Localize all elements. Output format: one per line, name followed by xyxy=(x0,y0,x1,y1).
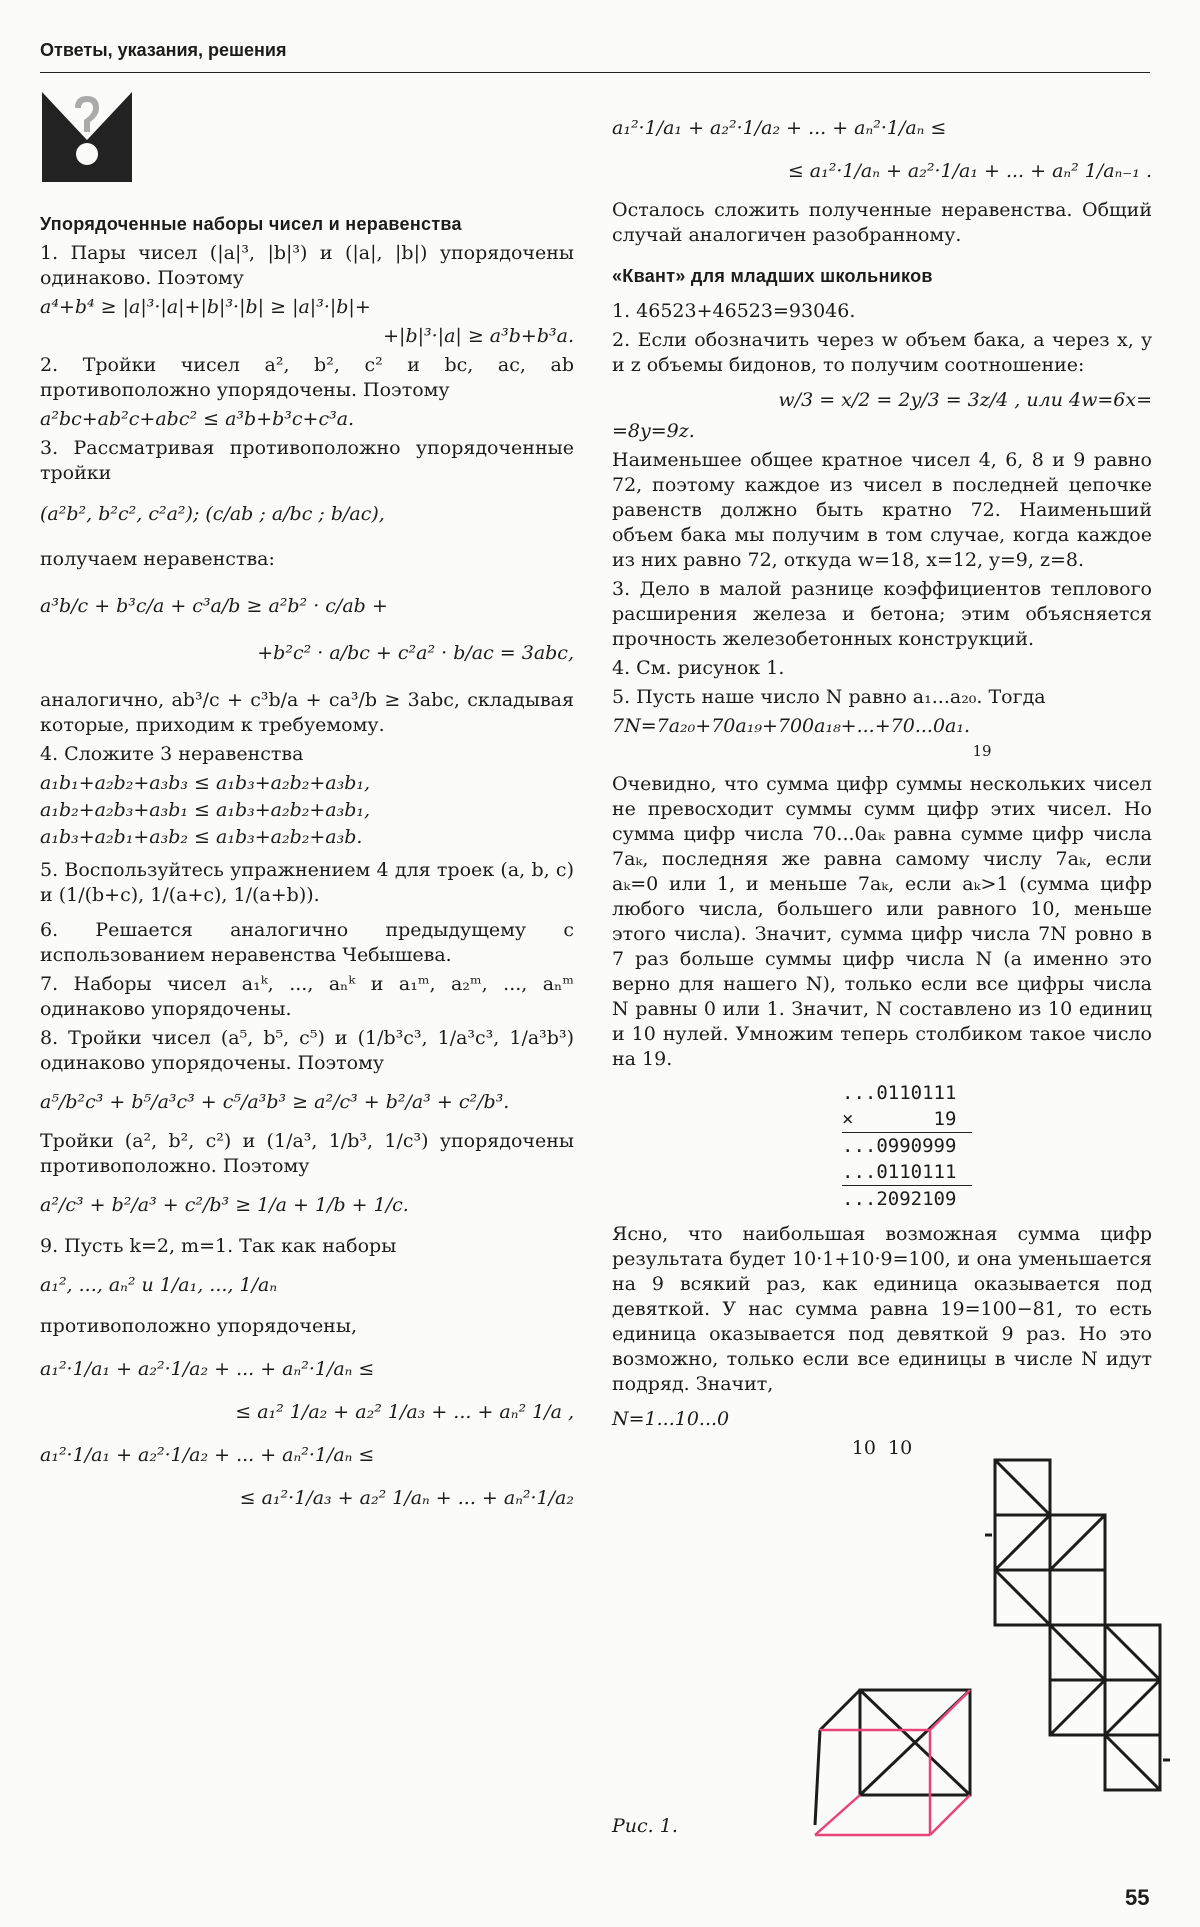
kvant-3: 3. Дело в малой разнице коэффициентов теплового расширения железа и бетона; этим объясняется прочность железобетонных конструкций. xyxy=(612,578,1152,650)
kvant-5-text: Очевидно, что сумма цифр суммы нескольких чисел не превосходит суммы сумм цифр этих чисел. Но сумма цифр числа 70...0aₖ равна сумме цифр числа 7aₖ, последняя же равна самому числу 7aₖ, если aₖ=0 или 1, и меньше 7aₖ, если aₖ>1 (сумма цифр любого числа, большего или равного 10, меньше этого числа). Значит, сумма цифр числа 7N ровно в 7 раз больше суммы цифр числа N (а именно это верно для нашего N), только если все цифры числа N равны 0 или 1. Значит, N составлено из 10 единиц и 10 нулей. Умножим теперь столбиком такое число на 19. xyxy=(612,773,1152,1070)
formula: a₁b₁+a₂b₂+a₃b₃ ≤ a₁b₃+a₂b₂+a₃b₁, xyxy=(40,772,371,794)
formula: a³b/c + b³c/a + c³a/b ≥ a²b² · c/ab + xyxy=(40,595,388,617)
kvant-2: 2. Если обозначить через w объем бака, а через x, y и z объемы бидонов, то получим соотношение: xyxy=(612,329,1152,376)
formula: +|b|³·|a| ≥ a³b+b³a. xyxy=(383,325,574,347)
calc-line: ...0990999 xyxy=(842,1132,972,1159)
underbrace-label: 19 xyxy=(972,742,992,760)
formula: ≤ a₁² 1/a₂ + a₂² 1/a₃ + ... + aₙ² 1/a , xyxy=(235,1401,574,1423)
question-logo-icon xyxy=(42,92,132,182)
column-multiplication xyxy=(842,1080,1152,1212)
kvant-5: 5. Пусть наше число N равно a₁...a₂₀. Тогда xyxy=(612,686,1046,708)
formula: +b²c² · a/bc + c²a² · b/ac = 3abc, xyxy=(257,642,574,664)
formula: N=1...10...0 xyxy=(612,1408,730,1430)
formula: a²bc+ab²c+abc² ≤ a³b+b³c+c³a. xyxy=(40,408,355,430)
calc-line: ...2092109 xyxy=(842,1185,972,1212)
formula: a₁b₂+a₂b₃+a₃b₁ ≤ a₁b₃+a₂b₂+a₃b₁, xyxy=(40,799,371,821)
formula: a⁵/b²c³ + b⁵/a³c³ + c⁵/a³b³ ≥ a²/c³ + b²/a³ + c²/b³. xyxy=(40,1091,510,1113)
formula: ≤ a₁²·1/aₙ + a₂²·1/a₁ + ... + aₙ² 1/aₙ₋₁ . xyxy=(787,160,1152,182)
kvant-2-text: Наименьшее общее кратное чисел 4, 6, 8 и 9 равно 72, поэтому каждое из чисел в последней цепочке равенств должно быть кратно 72. Наименьший объем бака мы получим в том случае, когда каждое из них равно 72, откуда w=18, x=12, y=9, z=8. xyxy=(612,449,1152,571)
section-title: Упорядоченные наборы чисел и неравенства xyxy=(40,214,462,234)
left-column xyxy=(40,212,574,1511)
answer-9-text: противоположно упорядочены, xyxy=(40,1315,358,1337)
answer-9: 9. Пусть k=2, m=1. Так как наборы xyxy=(40,1235,397,1257)
answer-8: 8. Тройки чисел (a⁵, b⁵, c⁵) и (1/b³c³, 1/a³c³, 1/a³b³) одинаково упорядочены. Поэтому xyxy=(40,1027,574,1074)
formula: a₁², ..., aₙ² и 1/a₁, ..., 1/aₙ xyxy=(40,1274,278,1296)
kvant-1: 1. 46523+46523=93046. xyxy=(612,300,856,322)
answer-7: 7. Наборы чисел a₁ᵏ, ..., aₙᵏ и a₁ᵐ, a₂ᵐ, ..., aₙᵐ одинаково упорядочены. xyxy=(40,973,574,1020)
answer-4: 4. Сложите 3 неравенства xyxy=(40,743,304,765)
answer-2: 2. Тройки чисел a², b², c² и bc, ac, ab противоположно упорядочены. Поэтому xyxy=(40,354,574,401)
running-header: Ответы, указания, решения xyxy=(40,40,287,60)
formula: a²/c³ + b²/a³ + c²/b³ ≥ 1/a + 1/b + 1/c. xyxy=(40,1194,409,1216)
underbrace-label: 10 10 xyxy=(851,1437,913,1459)
kvant-5-end: Ясно, что наибольшая возможная сумма цифр результата будет 10·1+10·9=100, и она уменьшается на 9 всякий раз, как единица оказывается под девяткой. У нас сумма равна 19=100−81, то есть единица оказывается под девяткой 9 раз. Но это возможно, только если все единицы в числе N идут подряд. Значит, xyxy=(612,1223,1152,1395)
formula: a₁²·1/a₁ + a₂²·1/a₂ + ... + aₙ²·1/aₙ ≤ xyxy=(40,1444,375,1466)
formula: w/3 = x/2 = 2y/3 = 3z/4 , или 4w=6x= xyxy=(778,389,1152,411)
answer-3-end: аналогично, ab³/c + c³b/a + ca³/b ≥ 3abc, складывая которые, приходим к требуемому. xyxy=(40,689,574,736)
calc-line: ...0110111 xyxy=(842,1082,957,1104)
section-title: «Квант» для младших школьников xyxy=(612,266,933,286)
formula: 7N=7a₂₀+70a₁₉+700a₁₈+...+70...0a₁. xyxy=(612,715,971,737)
formula: =8y=9z. xyxy=(612,420,695,442)
formula: a⁴+b⁴ ≥ |a|³·|a|+|b|³·|b| ≥ |a|³·|b|+ xyxy=(40,296,371,318)
right-column xyxy=(612,108,1152,1461)
formula: a₁²·1/a₁ + a₂²·1/a₂ + ... + aₙ²·1/aₙ ≤ xyxy=(40,1358,375,1380)
kvant-4: 4. См. рисунок 1. xyxy=(612,657,785,679)
calc-line: ...0110111 xyxy=(842,1161,957,1183)
header-rule xyxy=(40,72,1150,73)
answer-3: 3. Рассматривая противоположно упорядоченные тройки xyxy=(40,437,574,484)
calc-line: × 19 xyxy=(842,1108,957,1130)
answer-8-text: Тройки (a², b², c²) и (1/a³, 1/b³, 1/c³) упорядочены противоположно. Поэтому xyxy=(40,1130,574,1177)
figure-1-cube-net xyxy=(780,1445,1170,1855)
formula: a₁²·1/a₁ + a₂²·1/a₂ + ... + aₙ²·1/aₙ ≤ xyxy=(612,117,947,139)
answer-9-end: Осталось сложить полученные неравенства. Общий случай аналогичен разобранному. xyxy=(612,199,1152,246)
figure-caption: Рис. 1. xyxy=(612,1815,678,1837)
answer-3-text: получаем неравенства: xyxy=(40,548,275,570)
formula: a₁b₃+a₂b₁+a₃b₂ ≤ a₁b₃+a₂b₂+a₃b. xyxy=(40,826,363,848)
answer-6: 6. Решается аналогично предыдущему с использованием неравенства Чебышева. xyxy=(40,919,574,966)
page-number: 55 xyxy=(1125,1885,1150,1910)
formula: (a²b², b²c², c²a²); (c/ab ; a/bc ; b/ac), xyxy=(40,503,385,525)
answer-5: 5. Воспользуйтесь упражнением 4 для троек (a, b, c) и (1/(b+c), 1/(a+c), 1/(a+b)). xyxy=(40,859,574,906)
answer-1: 1. Пары чисел (|a|³, |b|³) и (|a|, |b|) упорядочены одинаково. Поэтому xyxy=(40,242,574,289)
formula: ≤ a₁²·1/a₃ + a₂² 1/aₙ + ... + aₙ²·1/a₂ xyxy=(239,1487,574,1509)
